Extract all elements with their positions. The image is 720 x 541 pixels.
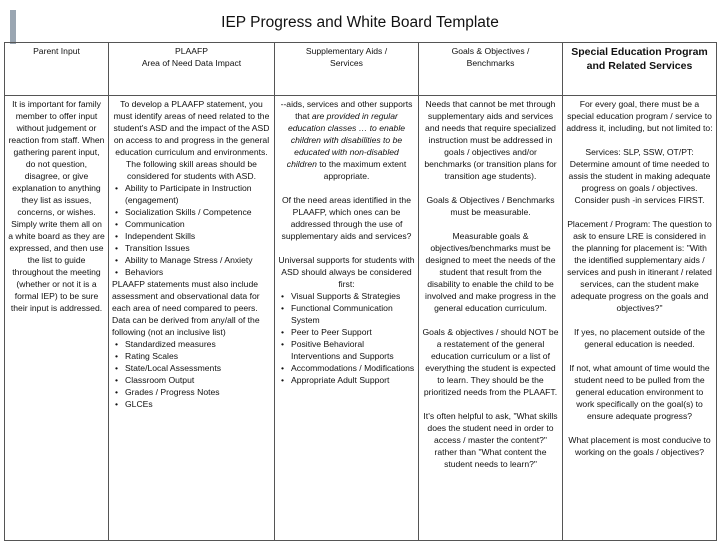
goals-paragraph: Needs that cannot be met through supplementary aids and services and needs that require specialized instruction must be addressed in goals / objectives and/or benchmarks (or transition plans for transition age students). [424, 99, 557, 181]
services-paragraph: Placement / Program: The question to ask to ensure LRE is considered in the planning for placement is: "With the identified supplementary aids / services and push in itinerant / related services, can the student make adequate progress on the goals and objectives?" [567, 219, 712, 313]
services-paragraph: Services: SLP, SSW, OT/PT: Determine amount of time needed to assis the student in making adequate progress on goals / objectives. Consider push -in services FIRST. [568, 147, 711, 205]
supplementary-aids-definition: --aids, services and other supports that are provided in regular education classes … to enable children with disabilities to be educated with non-disabled children to the maximum extent appropriate. [280, 99, 413, 181]
goals-objectives-cell [419, 96, 563, 541]
goals-paragraph: Goals & Objectives / Benchmarks must be measurable. [426, 195, 555, 217]
supplementary-aids-cell [275, 96, 419, 541]
support-item: • Accommodations / Modifications [278, 362, 415, 374]
iep-template-table [4, 42, 717, 541]
page-title: IEP Progress and White Board Template [221, 14, 499, 31]
goals-paragraph: Measurable goals & objectives/benchmarks must be designed to meet the needs of the student that result from the disability to enable the child to be involved and make progress in the general education curriculum. [425, 231, 556, 313]
goals-paragraph: Goals & objectives / should NOT be a restatement of the general education curriculum or a list of everything the student is expected to learn. They should be the prioritized needs from the PLAAFT. [422, 327, 559, 397]
skill-areas-list [112, 182, 271, 278]
header-goals-objectives: Goals & Objectives / Benchmarks [419, 43, 563, 96]
skill-area-item: • Transition Issues [112, 242, 271, 254]
data-source-item: • Classroom Output [112, 374, 271, 386]
plaafp-cell [109, 96, 275, 541]
data-source-item: • Standardized measures [112, 338, 271, 350]
skill-area-item: • Socialization Skills / Competence [112, 206, 271, 218]
services-paragraph: If not, what amount of time would the student need to be pulled from the general education environment to work specifically on the goal(s) to ensure adequate progress? [569, 363, 710, 421]
data-source-item: • GLCEs [112, 398, 271, 410]
support-item: • Peer to Peer Support [278, 326, 415, 338]
services-paragraph: What placement is most conducive to working on the goals / objectives? [568, 435, 711, 457]
plaafp-data-intro: PLAAFP statements must also include assessment and observational data for each area of need compared to peers. Data can be derived from any/all of the following (not an inclusive list) [112, 279, 260, 337]
support-item: • Appropriate Adult Support [278, 374, 415, 386]
plaafp-intro: To develop a PLAAFP statement, you must identify areas of need related to the student's ASD and the impact of the ASD on access to and progress in the general education curriculum and environments. [113, 99, 270, 157]
data-source-item: • Rating Scales [112, 350, 271, 362]
supplementary-aids-question: Of the need areas identified in the PLAAFP, which ones can be addressed through the use of supplementary aids and services? [281, 195, 412, 241]
support-item: • Visual Supports & Strategies [278, 290, 415, 302]
special-education-cell [563, 96, 717, 541]
support-item: • Functional Communication System [278, 302, 415, 326]
header-parent-input: Parent Input [5, 43, 109, 96]
universal-supports-list [278, 290, 415, 386]
header-special-education-program: Special Education Program and Related Services [563, 43, 717, 96]
header-row [5, 43, 717, 96]
skill-area-item: • Ability to Participate in Instruction (engagement) [112, 182, 271, 206]
parent-input-text: It is important for family member to offer input without judgement or reaction from staff. When gathering parent input, do not question, disagree, or give explanation to anything they list as issues, concerns, or wishes. Simply write them all on a white board as they are expressed, and then use the list to guide throughout the meeting (whether or not it is a formal IEP) to be sure their input is addressed. [8, 99, 105, 313]
parent-input-cell [5, 96, 109, 541]
data-sources-list [112, 338, 271, 410]
skill-area-item: • Ability to Manage Stress / Anxiety [112, 254, 271, 266]
data-source-item: • State/Local Assessments [112, 362, 271, 374]
header-plaafp: PLAAFP Area of Need Data Impact [109, 43, 275, 96]
skill-area-item: • Independent Skills [112, 230, 271, 242]
header-supplementary-aids: Supplementary Aids / Services [275, 43, 419, 96]
skill-area-item: • Behaviors [112, 266, 271, 278]
services-paragraph: For every goal, there must be a special education program / service to address it, including, but not limited to: [566, 99, 713, 133]
data-source-item: • Grades / Progress Notes [112, 386, 271, 398]
content-row [5, 96, 717, 541]
services-paragraph: If yes, no placement outside of the general education is needed. [574, 327, 705, 349]
universal-supports-intro: Universal supports for students with ASD should always be considered first: [278, 255, 415, 289]
plaafp-skills-intro: The following skill areas should be considered for students with ASD. [126, 159, 257, 181]
support-item: • Positive Behavioral Interventions and Supports [278, 338, 415, 362]
goals-paragraph: It's often helpful to ask, "What skills does the student need in order to access / master the content?" rather than "What content the student needs to learn?" [423, 411, 558, 469]
skill-area-item: • Communication [112, 218, 271, 230]
